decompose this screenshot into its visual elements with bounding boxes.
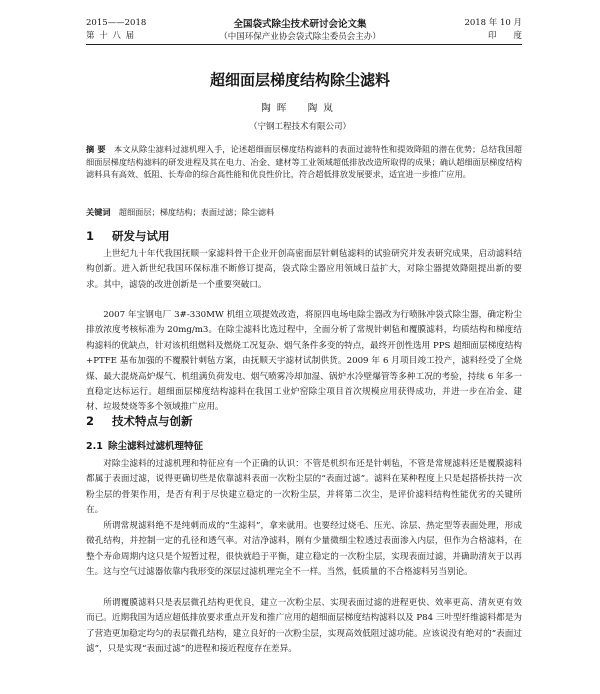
article-title: 超细面层梯度结构除尘滤料: [209, 71, 390, 89]
header-date: 2018 年 10 月: [464, 18, 522, 28]
abstract: [86, 143, 522, 181]
section-1-number: 1: [86, 229, 95, 243]
header-organizer: （中国环保产业协会袋式除尘委员会主办）: [219, 32, 381, 42]
section-2-paragraph-2: 所谓常规滤料绝不是纯刺而成的“生滤料”，拿来就用。也要经过烧毛、压光、涂层、热定型等表面处理，形成微孔结构，并控制一定的孔径和透气率。对洁净滤料，刚有少量微细尘粒透过表面渗入内层，但作为合格滤料，在整个寿命周期内这只是个短暂过程，很快就趋于平衡，建立稳定的一次粉尘层，实现表面过滤，并确助清灰于以再生。这与空气过滤器依靠内我形变的深层过滤机理完全不一样。当然，低质量的不合格滤料另当别论。: [86, 521, 522, 578]
section-2-number: 2: [86, 414, 95, 428]
keywords-text: 超细面层；梯度结构；表面过滤；除尘滤料: [118, 207, 275, 217]
article-affiliation: （宁钢工程技术有限公司）: [248, 122, 351, 132]
section-1-paragraph-2: 2007 年宝钢电厂 3#-330MW 机组立项提效改造，将原四电场电除尘器改为行喷脉冲袋式除尘器，确定粉尘排放浓度考核标准为 20mg/m3。在除尘滤料比选过程中，全面分析了常规针刺毡和覆膜滤料，均质结构和梯度结构滤料的优缺点，针对该机组燃料及燃烧工况复杂、烟气条件多变的特点，最终开创性选用 PPS 超细面层梯度结构+PTFE 基布加强的不覆膜针刺毡方案，由抚顺天宇滤材试制供货。2009 年 6 月项目竣工投产，滤料经受了全烧煤、最大混烧高炉煤气、机组满负荷发电、烟气喷雾冷却加湿、锅炉水冷壁爆管等多种工况的考验，持续 6 年多一直稳定达标运行。超细面层梯度结构滤料在我国工业炉窑除尘项目首次规模应用获得成功，并进一步在冶金、建材、垃圾焚烧等多个领域推广应用。: [86, 310, 522, 413]
section-1-heading: [86, 228, 170, 244]
subsection-2-1-title: 除尘滤料过滤机理特征: [108, 441, 204, 452]
section-2-heading: [86, 413, 193, 429]
section-2-title: 技术特点与创新: [112, 414, 193, 428]
header-proceedings-title: 全国袋式除尘技术研讨会论文集: [233, 19, 367, 30]
section-2-paragraph-1: 对除尘滤料的过滤机理和特征应有一个正确的认识：不管是机织布还是针刺毡，不管是常规滤料还是覆膜滤料都属于表面过滤，说得更确切些是依靠滤料表面一次粉尘层的“表面过滤”。滤料在某种程度上只是起搭桥扶持一次粉尘层的骨架作用，是否有利于尽快建立稳定的一次粉尘层，并将第二次尘，是评价滤料结构性能优劣的关键所在。: [86, 459, 522, 516]
subsection-2-1-number: 2.1: [86, 441, 103, 452]
header-session: 第 十 八 届: [86, 31, 136, 41]
header-rule: [86, 44, 522, 45]
header-location: 印 度: [487, 31, 522, 41]
subsection-2-1-heading: [86, 438, 203, 452]
section-1-title: 研发与试用: [112, 229, 170, 243]
abstract-label: 摘 要: [86, 144, 106, 154]
abstract-text: 本文从除尘滤料过滤机理入手，论述超细面层梯度结构滤料的表面过滤特性和提效降阻的潜在优势；总结我国超细面层梯度结构滤料的研发进程及其在电力、冶金、建材等工业领域超低排放改造所取得的成果；确认超细面层梯度结构滤料具有高效、低阻、长寿命的综合高性能和优良性价比，符合超低排放发展要求，适宜进一步推广应用。: [86, 144, 522, 180]
keywords: [86, 206, 522, 219]
section-2-paragraph-3: 所谓覆膜滤料只是表层微孔结构更优良，建立一次粉尘层、实现表面过滤的进程更快、效率更高、清灰更有效而已。近期我国为适应超低排放要求重点开发和推广应用的超细面层梯度结构滤料以及 P84 三叶型纤维滤料都是为了营造更加稳定均匀的表层微孔结构，建立良好的一次粉尘层，实现高效低阻过滤功能。应该说没有绝对的“表面过滤”，只是实现“表面过滤”的进程和接近程度存在差异。: [86, 598, 522, 655]
header-date-range: 2015——2018: [86, 18, 147, 28]
section-1-paragraph-1: 上世纪九十年代我国抚顺一家滤料骨干企业开创高密面层针刺毡滤料的试验研究并发表研究成果，启动滤料结构创新。进入新世纪我国环保标准不断修订提高，袋式除尘器应用领域日益扩大，对除尘器提效降阻提出新的要求。其中，滤袋的改进创新是一个重要突破口。: [86, 249, 522, 290]
keywords-label: 关键词: [86, 207, 111, 217]
article-authors: 陶晖 陶岚: [261, 103, 339, 114]
